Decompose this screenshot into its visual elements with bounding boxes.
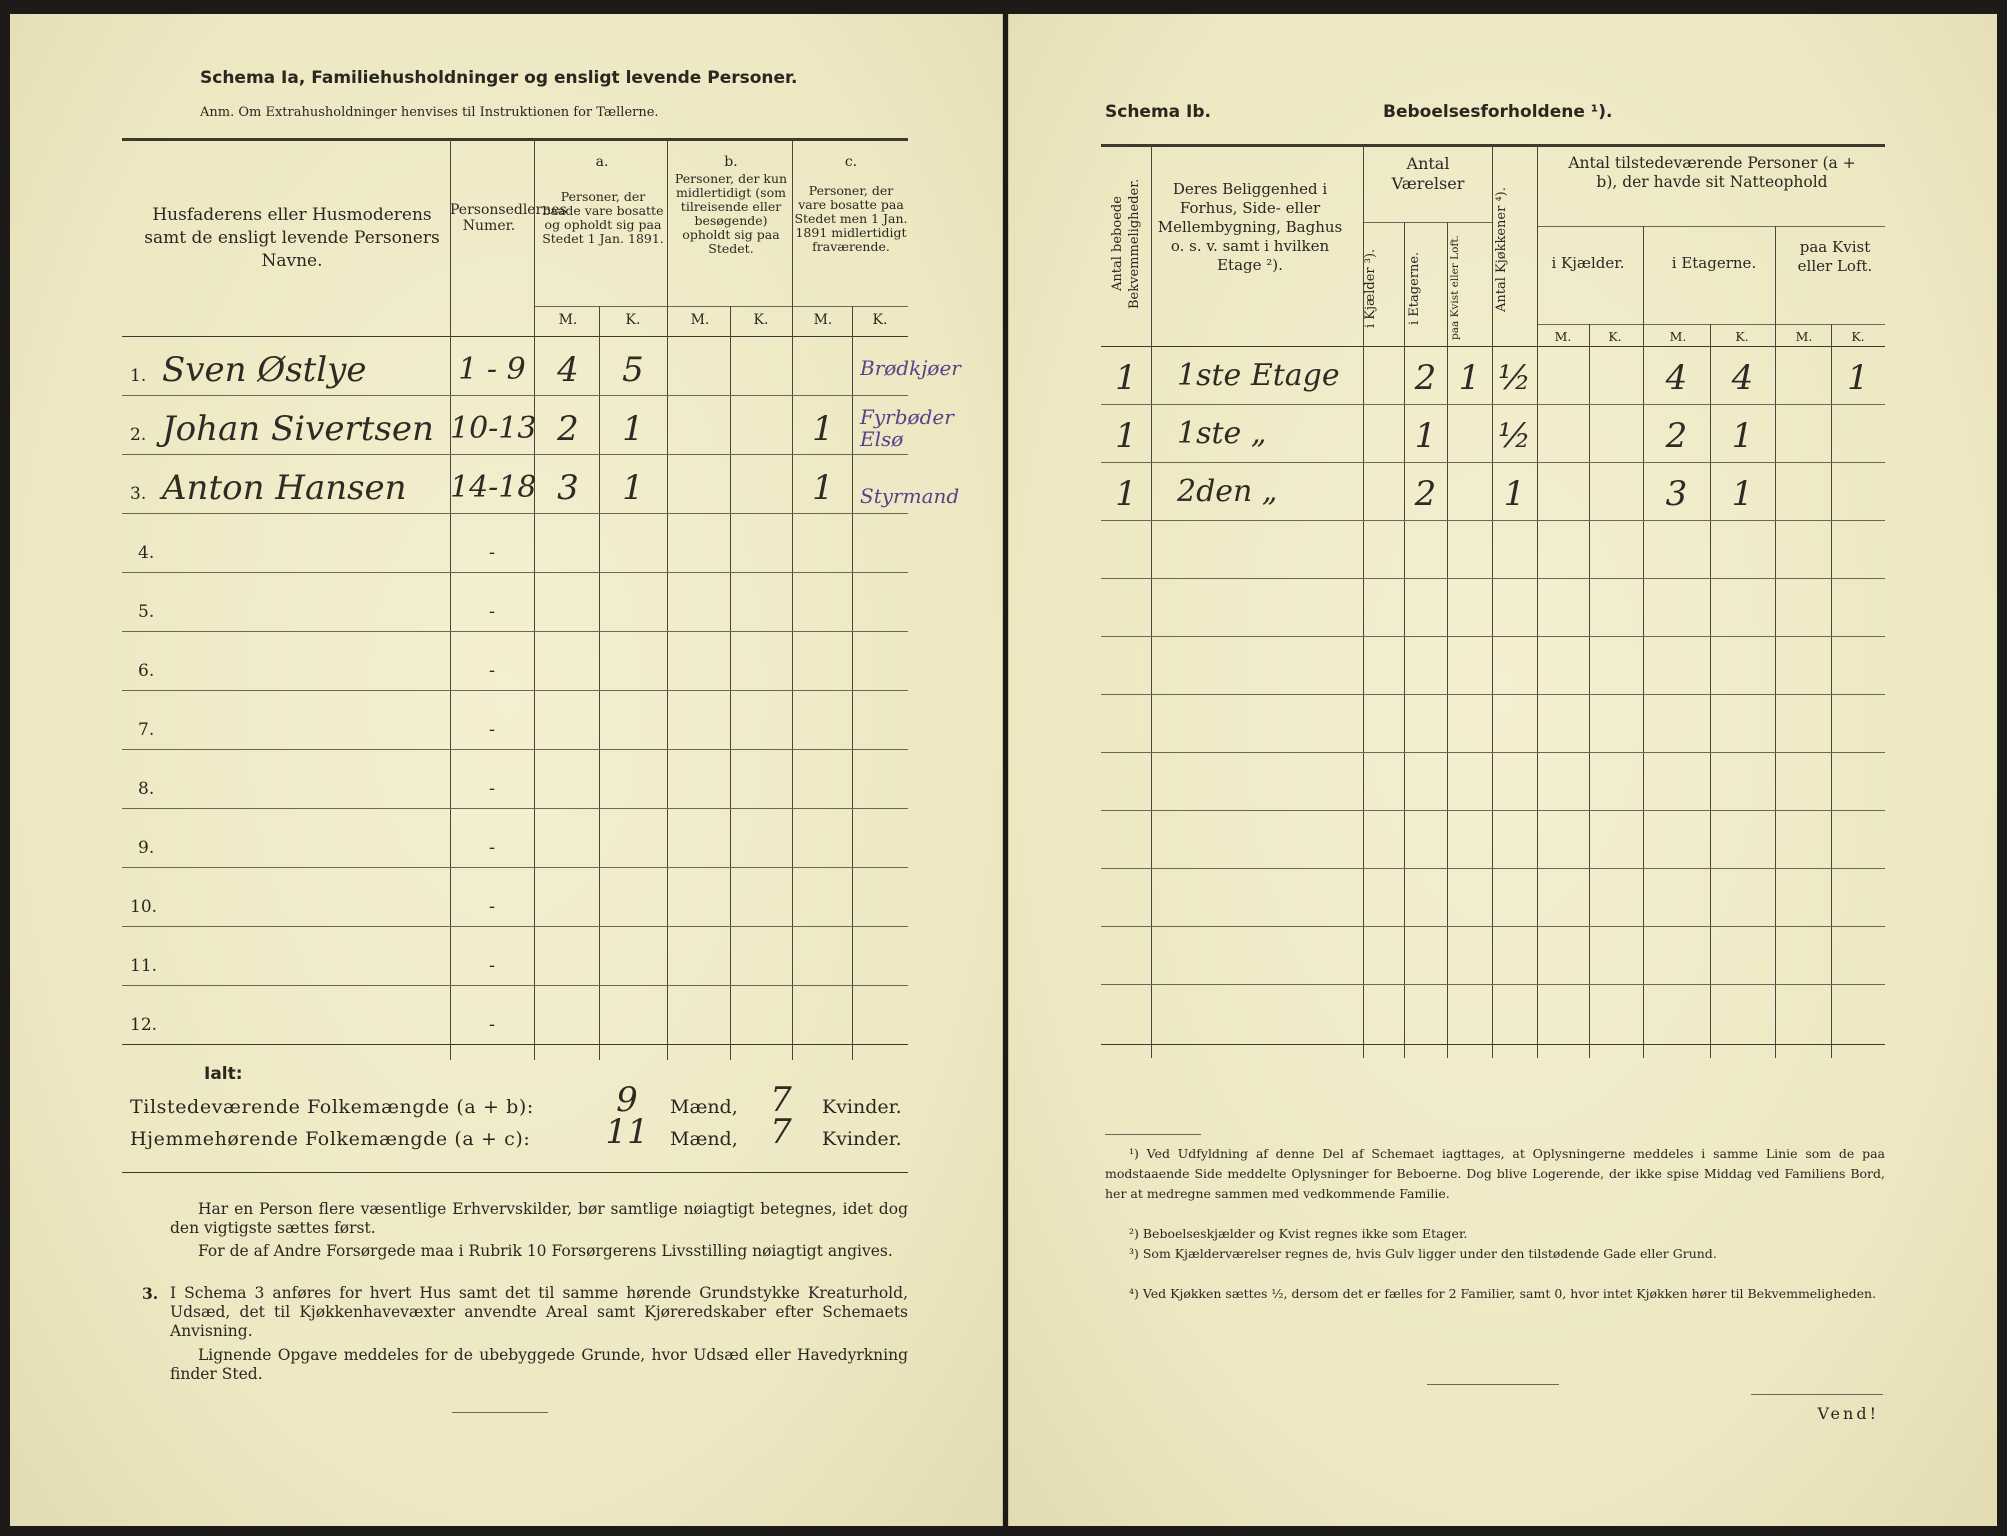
header-i-kjaelder: i Kjælder ³). bbox=[1363, 248, 1378, 328]
household-name: Johan Sivertsen bbox=[162, 409, 434, 449]
bekvemmelighed-count: 1 bbox=[1115, 358, 1137, 398]
household-name: Sven Østlye bbox=[162, 350, 367, 390]
header-a: Personer, der baade vare bosatte og opholdt sig paa Stedet 1 Jan. 1891. bbox=[542, 189, 664, 246]
hjemme-kvinder-value: 7 bbox=[770, 1112, 792, 1152]
header-a-m: M. bbox=[558, 312, 578, 328]
footnote-2: ²) Beboelseskjælder og Kvist regnes ikke som Etager. bbox=[1129, 1226, 1468, 1241]
etage-female: 4 bbox=[1731, 358, 1754, 398]
schema-ia-title: Schema Ia, Familiehusholdninger og ensligt levende Personer. bbox=[200, 68, 798, 88]
c-male-count: 1 bbox=[812, 468, 834, 508]
beliggenhed: 1ste „ bbox=[1177, 416, 1267, 451]
a-female-count: 1 bbox=[622, 468, 644, 508]
tilstede-maend-value: 9 bbox=[616, 1080, 638, 1120]
header-numer: Personsedlernes Numer. bbox=[450, 202, 567, 234]
etage-male: 4 bbox=[1665, 358, 1688, 398]
header-c-letter: c. bbox=[844, 154, 858, 170]
instruction-note-3: I Schema 3 anføres for hvert Hus samt det til samme hørende Grundstykke Kreaturhold, Udsæd, det til Kjøkkenhavevæxter anvendte Areal samt Kjøreredskaber efter Schemaets Anvisning. bbox=[170, 1284, 908, 1340]
person-numbers: - bbox=[488, 542, 496, 563]
a-male-count: 3 bbox=[557, 468, 579, 508]
header-b-m: M. bbox=[690, 312, 710, 328]
header-c: Personer, der vare bosatte paa Stedet men 1 Jan. 1891 midlertidigt fraværende. bbox=[794, 183, 908, 254]
header-nat-kvist: paa Kvist eller Loft. bbox=[1797, 238, 1873, 275]
row-number: 12. bbox=[130, 1015, 158, 1035]
census-form-spread bbox=[10, 14, 1996, 1526]
footnote-1: ¹) Ved Udfyldning af denne Del af Schemaet iagttages, at Oplysningerne meddeles i samme Linie som de paa modstaaende Side meddelte Oplysninger for Beboerne. Dog blive Logerende, der ikke spise Middag ved Familiens Bord, her at medregne sammen med vedkommende Familie. bbox=[1105, 1146, 1885, 1201]
header-lo-m: M. bbox=[1795, 329, 1813, 344]
person-numbers: 14-18 bbox=[450, 470, 537, 505]
occupation-note: Fyrbøder Elsø bbox=[860, 405, 954, 451]
beliggenhed: 1ste Etage bbox=[1177, 358, 1340, 393]
header-b-k: K. bbox=[753, 312, 769, 328]
person-numbers: - bbox=[488, 1014, 496, 1035]
header-antal-tilstede: Antal tilstedeværende Personer (a + b), der havde sit Natteophold bbox=[1568, 154, 1856, 191]
tilstede-kvinder-value: 7 bbox=[770, 1080, 792, 1120]
header-paa-kvist: paa Kvist eller Loft. bbox=[1449, 235, 1461, 341]
person-numbers: 10-13 bbox=[450, 411, 537, 446]
header-kj-k: K. bbox=[1608, 329, 1622, 344]
row-number: 5. bbox=[138, 602, 155, 622]
header-kj-m: M. bbox=[1554, 329, 1572, 344]
tilstede-label: Tilstedeværende Folkemængde (a + b): bbox=[130, 1096, 534, 1118]
header-c-m: M. bbox=[813, 312, 833, 328]
row-number: 11. bbox=[130, 956, 158, 976]
loft-female: 1 bbox=[1847, 358, 1869, 398]
row-number: 10. bbox=[130, 897, 158, 917]
person-numbers: - bbox=[488, 660, 496, 681]
kvinder-label: Kvinder. bbox=[822, 1096, 902, 1118]
header-lo-k: K. bbox=[1851, 329, 1865, 344]
beliggenhed: 2den „ bbox=[1177, 474, 1278, 509]
hjemme-maend-value: 11 bbox=[605, 1112, 649, 1152]
maend-label: Mænd, bbox=[670, 1128, 738, 1150]
row-number: 4. bbox=[138, 543, 155, 563]
bekvemmelighed-count: 1 bbox=[1115, 416, 1137, 456]
right-page bbox=[1008, 14, 1997, 1526]
vaerelser-etagerne: 2 bbox=[1414, 474, 1437, 514]
c-male-count: 1 bbox=[812, 409, 834, 449]
header-names: Husfaderens eller Husmoderens samt de ensligt levende Personers Navne. bbox=[144, 205, 440, 271]
header-b-letter: b. bbox=[724, 154, 738, 170]
header-c-k: K. bbox=[872, 312, 888, 328]
header-a-letter: a. bbox=[595, 154, 609, 170]
row-number: 6. bbox=[138, 661, 155, 681]
a-female-count: 5 bbox=[622, 350, 644, 390]
schema-ib-subtitle: Beboelsesforholdene ¹). bbox=[1383, 102, 1613, 122]
occupation-note: Brødkjøer bbox=[860, 356, 961, 380]
row-number: 7. bbox=[138, 720, 155, 740]
household-name: Anton Hansen bbox=[162, 468, 407, 508]
kvinder-label: Kvinder. bbox=[822, 1128, 902, 1150]
etage-female: 1 bbox=[1731, 416, 1754, 456]
kjokken-count: ½ bbox=[1498, 416, 1531, 456]
header-bekvemmeligheder: Antal beboede Bekvemmeligheder. bbox=[1110, 178, 1142, 310]
person-numbers: - bbox=[488, 778, 496, 799]
anm-note: Anm. Om Extrahusholdninger henvises til Instruktionen for Tællerne. bbox=[200, 105, 659, 120]
footnote-4: ⁴) Ved Kjøkken sættes ½, dersom det er fælles for 2 Familier, samt 0, hvor intet Kjøkken hører til Bekvemmeligheden. bbox=[1129, 1286, 1877, 1301]
ialt-label: Ialt: bbox=[204, 1064, 243, 1084]
vaerelser-kvist: 1 bbox=[1458, 358, 1481, 398]
instruction-note-2: For de af Andre Forsørgede maa i Rubrik 10 Forsørgerens Livsstilling nøiagtigt angives. bbox=[198, 1242, 893, 1260]
header-et-k: K. bbox=[1735, 329, 1749, 344]
bekvemmelighed-count: 1 bbox=[1115, 474, 1137, 514]
header-nat-kjaelder: i Kjælder. bbox=[1551, 254, 1625, 272]
header-b: Personer, der kun midlertidigt (som tilreisende eller besøgende) opholdt sig paa Stedet. bbox=[674, 171, 788, 256]
instruction-note-4: Lignende Opgave meddeles for de ubebyggede Grunde, hvor Udsæd eller Havedyrkning finder Sted. bbox=[170, 1346, 908, 1383]
a-male-count: 4 bbox=[557, 350, 579, 390]
header-beliggenhed: Deres Beliggenhed i Forhus, Side- eller Mellembygning, Baghus o. s. v. samt i hvilken Etage ²). bbox=[1157, 180, 1343, 274]
row-number: 1. bbox=[130, 366, 147, 386]
header-et-m: M. bbox=[1669, 329, 1687, 344]
left-page bbox=[10, 14, 1003, 1526]
vaerelser-etagerne: 2 bbox=[1414, 358, 1437, 398]
footnote-3: ³) Som Kjælderværelser regnes de, hvis Gulv ligger under den tilstødende Gade eller Grund. bbox=[1129, 1246, 1717, 1261]
occupation-note: Styrmand bbox=[860, 484, 960, 508]
vaerelser-etagerne: 1 bbox=[1414, 416, 1437, 456]
header-nat-etagerne: i Etagerne. bbox=[1671, 254, 1757, 272]
person-numbers: - bbox=[488, 837, 496, 858]
person-numbers: - bbox=[488, 719, 496, 740]
instruction-note-3-number: 3. bbox=[142, 1284, 159, 1303]
header-i-etagerne: i Etagerne. bbox=[1407, 251, 1422, 325]
instruction-note-1: Har en Person flere væsentlige Erhvervskilder, bør samtlige nøiagtigt betegnes, idet dog den vigtigste sættes først. bbox=[170, 1200, 908, 1237]
vend-label: Vend! bbox=[1817, 1404, 1879, 1423]
etage-female: 1 bbox=[1731, 474, 1754, 514]
person-numbers: - bbox=[488, 601, 496, 622]
person-numbers: - bbox=[488, 896, 496, 917]
header-antal-kjokkener: Antal Kjøkkener ⁴). bbox=[1494, 187, 1509, 313]
person-numbers: - bbox=[488, 955, 496, 976]
kjokken-count: 1 bbox=[1503, 474, 1526, 514]
hjemme-label: Hjemmehørende Folkemængde (a + c): bbox=[130, 1128, 531, 1150]
maend-label: Mænd, bbox=[670, 1096, 738, 1118]
etage-male: 2 bbox=[1665, 416, 1688, 456]
header-a-k: K. bbox=[625, 312, 641, 328]
row-number: 8. bbox=[138, 779, 155, 799]
a-female-count: 1 bbox=[622, 409, 644, 449]
etage-male: 3 bbox=[1665, 474, 1688, 514]
row-number: 9. bbox=[138, 838, 155, 858]
a-male-count: 2 bbox=[557, 409, 579, 449]
person-numbers: 1 - 9 bbox=[458, 352, 526, 387]
schema-ib-title: Schema Ib. bbox=[1105, 102, 1212, 122]
row-number: 2. bbox=[130, 425, 147, 445]
row-number: 3. bbox=[130, 484, 147, 504]
kjokken-count: ½ bbox=[1498, 358, 1531, 398]
header-antal-vaerelser: Antal Værelser bbox=[1391, 154, 1465, 193]
